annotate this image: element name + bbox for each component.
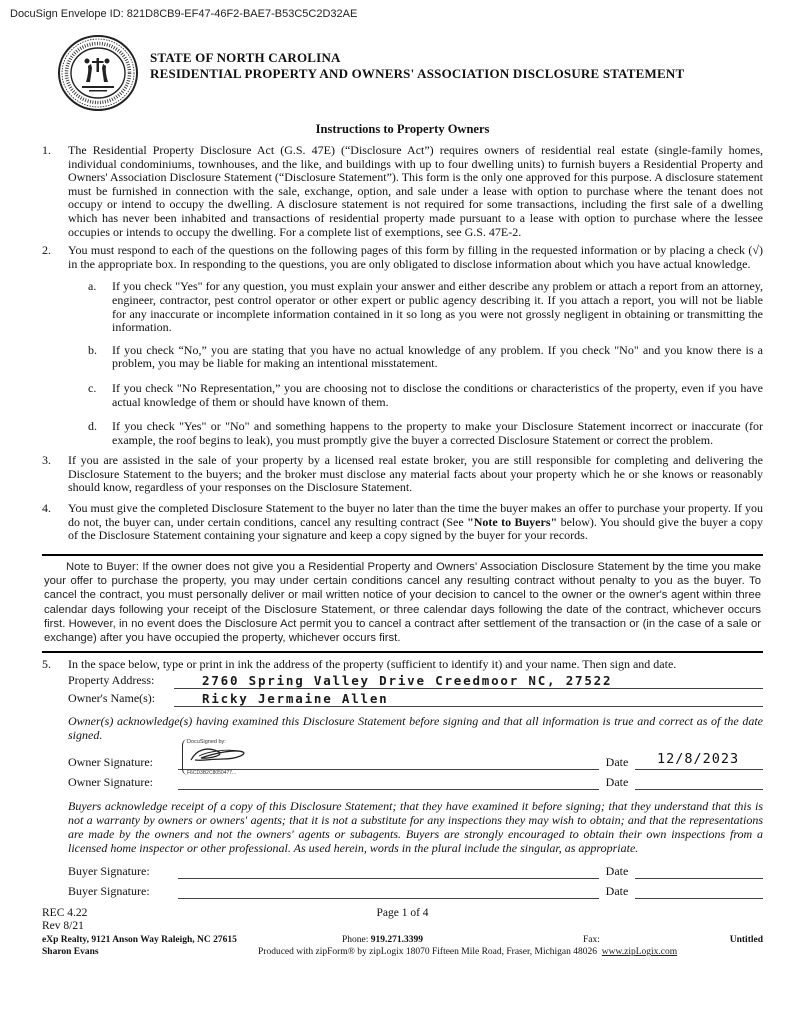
- instructions-heading: Instructions to Property Owners: [315, 122, 490, 136]
- document-content: [42, 30, 763, 957]
- subitem-letter: b.: [88, 342, 97, 357]
- instruction-sub-b: [88, 344, 763, 371]
- property-address-field: [174, 673, 763, 689]
- form-code-row: [42, 907, 763, 919]
- ziplogix-link[interactable]: www.zipLogix.com: [601, 947, 678, 958]
- owner-signature-label: Owner Signature:: [68, 775, 153, 790]
- phone-value: 919.271.3399: [370, 935, 424, 946]
- subitem-text: If you check "No Representation,” you are choosing not to disclose the conditions or characteristics of the property, even if you have actual knowledge of them or should have known of them.: [112, 380, 763, 409]
- note-to-buyer-text: Note to Buyer: If the owner does not give you a Residential Property and Owners' Association Disclosure Statement by the time you make your offer to purchase the property, you may under certain conditions cancel any resulting contract without penalty to you as the buyer. To cancel the contract, you must personally deliver or mail written notice of your decision to cancel to the owner or the owner's agent within three calendar days following your receipt of the Disclosure Statement, or three calendar days following the date of the contract, whichever occurs first. However, in no event does the Disclosure Act permit you to cancel a contract after settlement of the transaction or (in the case of a sale or exchange) after you have occupied the property, whichever occurs first.: [44, 560, 761, 645]
- state-title: STATE OF NORTH CAROLINA: [150, 50, 341, 65]
- page-number: Page 1 of 4: [376, 907, 429, 920]
- buyer-date-line: [635, 864, 763, 879]
- date-label: Date: [605, 755, 629, 770]
- buyer-signature-row-2: [68, 881, 763, 899]
- brokerage-office: eXp Realty, 9121 Anson Way Raleigh, NC 27615: [42, 935, 237, 946]
- footer-row-2: [42, 947, 763, 957]
- buyer-signature-row-1: [68, 861, 763, 879]
- phone-label: Phone:: [342, 935, 369, 946]
- item-text: The Residential Property Disclosure Act (G.S. 47E) (“Disclosure Act”) requires owners of residential real estate (single-family homes, individual condominiums, townhouses, and the like, and buildings with up to four dwelling units) to furnish buyers a Residential Property and Owners' Association Disclosure Statement (“Disclosure Statement”). This form is the only one approved for this purpose. A disclosure statement must be furnished in connection with the sale, exchange, option, and sale under a lease with option to purchase where the tenant does not occupy or intend to occupy the dwelling. A disclosure statement is not required for some transactions, including the first sale of a dwelling which has never been inhabited and transactions of residential property made pursuant to a lease with option to purchase where the lessee occupies or intends to occupy the dwelling. For a complete list of exemptions, see G.S. 47E-2.: [68, 143, 763, 239]
- item-text: You must respond to each of the questions on the following pages of this form by filling in the requested information or by placing a check (√) in the appropriate box. In responding to the questions, you are only obligated to disclose information about which you have actual knowledge.: [68, 243, 763, 271]
- signature-scribble-icon: [187, 745, 249, 765]
- docusign-signature-id: F6CD3B2C8050477...: [187, 770, 237, 777]
- buyer-signature-label: Buyer Signature:: [68, 864, 150, 879]
- instruction-item-5: [42, 658, 763, 672]
- buyer-signature-label: Buyer Signature:: [68, 884, 150, 899]
- property-address-value: 2760 Spring Valley Drive Creedmoor NC, 27522: [202, 673, 613, 689]
- owner-date-line: [635, 775, 763, 790]
- owner-date-value: 12/8/2023: [657, 751, 740, 768]
- owner-signature-row-2: [68, 772, 763, 790]
- produced-text: Produced with zipForm® by zipLogix 18070 Fifteen Mile Road, Fraser, Michigan 48026: [258, 947, 598, 958]
- owner-signature-line: [178, 775, 599, 790]
- item-number: 5.: [42, 656, 51, 671]
- date-label: Date: [605, 775, 629, 790]
- item-text: [68, 502, 763, 543]
- produced-with: [222, 947, 763, 957]
- item4-bold: "Note to Buyers": [467, 514, 558, 529]
- phone-field: [342, 935, 583, 945]
- owner-names-value: Ricky Jermaine Allen: [202, 691, 389, 707]
- buyer-signature-line: [178, 864, 599, 879]
- agent-name: Sharon Evans: [42, 947, 99, 958]
- item-number: 2.: [42, 243, 51, 258]
- date-label: Date: [605, 884, 629, 899]
- note-to-buyer-box: [42, 554, 763, 653]
- owner-signature-row-1: [68, 739, 763, 777]
- item-number: 4.: [42, 501, 51, 516]
- owner-date-line: [635, 751, 763, 770]
- instruction-item-3: [42, 454, 763, 495]
- date-label: Date: [605, 864, 629, 879]
- broker-footer: [42, 935, 763, 957]
- owner-signature-line: [178, 739, 599, 777]
- owner-acknowledgment: Owner(s) acknowledge(s) having examined this Disclosure Statement before signing and that all information is true and correct as of the date signed.: [68, 714, 763, 743]
- subitem-letter: d.: [88, 419, 97, 434]
- item-number: 3.: [42, 453, 51, 468]
- form-revision: Rev 8/21: [42, 920, 84, 933]
- document-header: [42, 34, 763, 112]
- owner-names-field: [174, 691, 763, 707]
- instruction-sub-a: [88, 280, 763, 334]
- instruction-sub-d: [88, 420, 763, 447]
- instruction-item-2: [42, 244, 763, 271]
- footer-row-1: [42, 935, 763, 945]
- docusign-signature-stamp: [182, 739, 292, 775]
- property-address-row: [68, 673, 763, 689]
- owner-names-label: Owner's Name(s):: [68, 691, 156, 706]
- buyer-date-line: [635, 884, 763, 899]
- item4-post: below). You should give the buyer a copy of the Disclosure Statement containing your signature and keep a copy signed by the buyer for your records.: [68, 514, 764, 543]
- docusigned-by-label: DocuSigned by:: [187, 739, 226, 746]
- subitem-text: If you check "Yes" for any question, you must explain your answer and either describe any problem or attach a report from an attorney, engineer, contractor, pest control operator or other expert or public agency describing it. If you attach a report, you will not be liable for any inaccurate or incomplete information contained in it so long as you were not grossly negligent in obtaining or transmitting the information.: [112, 279, 763, 335]
- property-address-label: Property Address:: [68, 673, 155, 688]
- instruction-item-1: [42, 144, 763, 239]
- document-name: Untitled: [729, 935, 763, 946]
- docusign-envelope-id: DocuSign Envelope ID: 821D8CB9-EF47-46F2-BAE7-B53C5C2D32AE: [10, 8, 358, 20]
- instruction-item-4: [42, 502, 763, 543]
- item-text: In the space below, type or print in ink the address of the property (sufficient to identify it) and your name. Then sign and date.: [68, 656, 677, 671]
- subitem-text: If you check "Yes" or "No" and something happens to the property to make your Disclosure Statement incorrect or inaccurate (for example, the roof begins to leak), you must promptly give the buyer a corrected Disclosure Statement or correct the problem.: [112, 419, 763, 447]
- buyer-acknowledgment: Buyers acknowledge receipt of a copy of this Disclosure Statement; that they have examined it before signing; that they understand that this is not a warranty by owners or owners' agents; that it is not a substitute for any inspections they may wish to obtain; and that the representations are made by the owners and not the owners' agents or subagents. Buyers are strongly encouraged to obtain their own inspections from a licensed home inspector or other professional. As used herein, words in the plural include the singular, as appropriate.: [68, 799, 763, 856]
- form-code: REC 4.22: [42, 907, 88, 920]
- subitem-text: If you check “No,” you are stating that you have no actual knowledge of any problem. If you check "No" and you know there is a problem, you may be liable for making an intentional misstatement.: [112, 342, 763, 371]
- item4-pre: You must give the completed Disclosure Statement to the buyer no later than the time the buyer makes an offer to purchase your property. If you do not, the buyer can, under certain conditions, cancel any resulting contract (See: [68, 501, 763, 529]
- owner-names-row: [68, 691, 763, 707]
- title-block: [150, 50, 684, 82]
- nc-real-estate-commission-seal-icon: [56, 34, 140, 112]
- form-title: RESIDENTIAL PROPERTY AND OWNERS' ASSOCIATION DISCLOSURE STATEMENT: [150, 66, 685, 81]
- subitem-letter: a.: [88, 279, 97, 294]
- buyer-signature-line: [178, 884, 599, 899]
- instruction-sub-c: [88, 382, 763, 409]
- owner-signature-label: Owner Signature:: [68, 755, 153, 770]
- item-number: 1.: [42, 143, 51, 157]
- subitem-letter: c.: [88, 380, 97, 395]
- fax-label: Fax:: [583, 935, 600, 946]
- item-text: If you are assisted in the sale of your property by a licensed real estate broker, you are still responsible for completing and delivering the Disclosure Statement to the buyers; and the broker must disclose any material facts about your property which he or she knows or reasonably should know, regardless of your responses on the Disclosure Statement.: [68, 453, 763, 495]
